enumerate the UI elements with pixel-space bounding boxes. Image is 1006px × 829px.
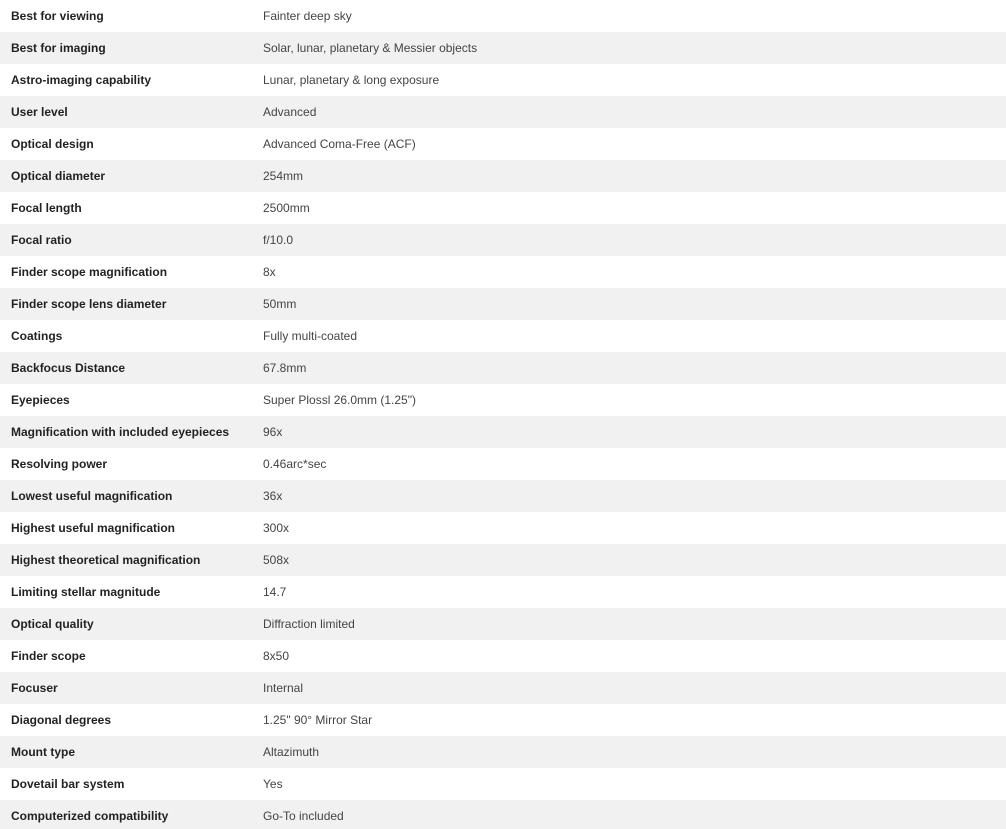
spec-label: Astro-imaging capability xyxy=(11,73,152,87)
spec-label: Backfocus Distance xyxy=(11,361,126,375)
spec-label: Limiting stellar magnitude xyxy=(11,585,161,599)
spec-row-eyepieces xyxy=(0,384,1006,416)
spec-value: 96x xyxy=(263,425,283,439)
spec-row-focal-length xyxy=(0,192,1006,224)
spec-label: Diagonal degrees xyxy=(11,713,112,727)
spec-label: Dovetail bar system xyxy=(11,777,125,791)
spec-row-finder-scope-magnification xyxy=(0,256,1006,288)
spec-value: Solar, lunar, planetary & Messier objects xyxy=(263,41,478,55)
spec-row-best-for-viewing xyxy=(0,0,1006,32)
spec-label: Optical quality xyxy=(11,617,94,631)
spec-row-best-for-imaging xyxy=(0,32,1006,64)
spec-value: f/10.0 xyxy=(263,233,294,247)
spec-row-mount-type xyxy=(0,736,1006,768)
spec-row-astro-imaging-capability xyxy=(0,64,1006,96)
spec-label: Coatings xyxy=(11,329,63,343)
spec-value: 8x xyxy=(263,265,276,279)
spec-row-focal-ratio xyxy=(0,224,1006,256)
spec-value: 67.8mm xyxy=(263,361,307,375)
spec-label: User level xyxy=(11,105,68,119)
spec-value: 36x xyxy=(263,489,283,503)
spec-value: Super Plossl 26.0mm (1.25") xyxy=(263,393,416,407)
spec-row-finder-scope xyxy=(0,640,1006,672)
spec-label: Optical diameter xyxy=(11,169,106,183)
spec-row-user-level xyxy=(0,96,1006,128)
spec-label: Eyepieces xyxy=(11,393,70,407)
spec-row-optical-quality xyxy=(0,608,1006,640)
spec-value: 2500mm xyxy=(263,201,310,215)
spec-value: 254mm xyxy=(263,169,304,183)
spec-value: Fainter deep sky xyxy=(263,9,352,23)
spec-label: Magnification with included eyepieces xyxy=(11,425,230,439)
spec-value: 14.7 xyxy=(263,585,287,599)
spec-value: 0.46arc*sec xyxy=(263,457,327,471)
spec-value: 1.25" 90° Mirror Star xyxy=(263,713,373,727)
spec-label: Focuser xyxy=(11,681,58,695)
spec-row-highest-useful-magnification xyxy=(0,512,1006,544)
spec-value: 50mm xyxy=(263,297,297,311)
spec-label: Highest useful magnification xyxy=(11,521,176,535)
spec-label: Lowest useful magnification xyxy=(11,489,173,503)
spec-value: Yes xyxy=(263,777,283,791)
spec-row-backfocus-distance xyxy=(0,352,1006,384)
spec-label: Highest theoretical magnification xyxy=(11,553,201,567)
spec-row-diagonal-degrees xyxy=(0,704,1006,736)
spec-label: Finder scope lens diameter xyxy=(11,297,167,311)
spec-value: Advanced Coma-Free (ACF) xyxy=(263,137,416,151)
spec-value: Internal xyxy=(263,681,304,695)
spec-row-limiting-stellar-magnitude xyxy=(0,576,1006,608)
spec-label: Resolving power xyxy=(11,457,108,471)
spec-label: Mount type xyxy=(11,745,75,759)
spec-row-focuser xyxy=(0,672,1006,704)
spec-row-resolving-power xyxy=(0,448,1006,480)
spec-row-highest-theoretical-magnification xyxy=(0,544,1006,576)
spec-value: Altazimuth xyxy=(263,745,320,759)
spec-row-finder-scope-lens-diameter xyxy=(0,288,1006,320)
spec-value: Advanced xyxy=(263,105,317,119)
spec-row-magnification-with-included-eyepieces xyxy=(0,416,1006,448)
spec-label: Best for imaging xyxy=(11,41,106,55)
spec-row-lowest-useful-magnification xyxy=(0,480,1006,512)
spec-label: Focal length xyxy=(11,201,82,215)
spec-value: Go-To included xyxy=(263,809,344,823)
spec-row-optical-design xyxy=(0,128,1006,160)
spec-row-dovetail-bar-system xyxy=(0,768,1006,800)
spec-label: Focal ratio xyxy=(11,233,72,247)
spec-value: 508x xyxy=(263,553,290,567)
spec-label: Optical design xyxy=(11,137,94,151)
spec-value: Fully multi-coated xyxy=(263,329,358,343)
spec-value: 300x xyxy=(263,521,290,535)
spec-row-optical-diameter xyxy=(0,160,1006,192)
spec-label: Finder scope xyxy=(11,649,86,663)
spec-value: Lunar, planetary & long exposure xyxy=(263,73,440,87)
spec-label: Computerized compatibility xyxy=(11,809,169,823)
spec-value: 8x50 xyxy=(263,649,290,663)
spec-row-computerized-compatibility xyxy=(0,800,1006,829)
spec-row-coatings xyxy=(0,320,1006,352)
spec-value: Diffraction limited xyxy=(263,617,355,631)
spec-label: Finder scope magnification xyxy=(11,265,168,279)
spec-label: Best for viewing xyxy=(11,9,104,23)
